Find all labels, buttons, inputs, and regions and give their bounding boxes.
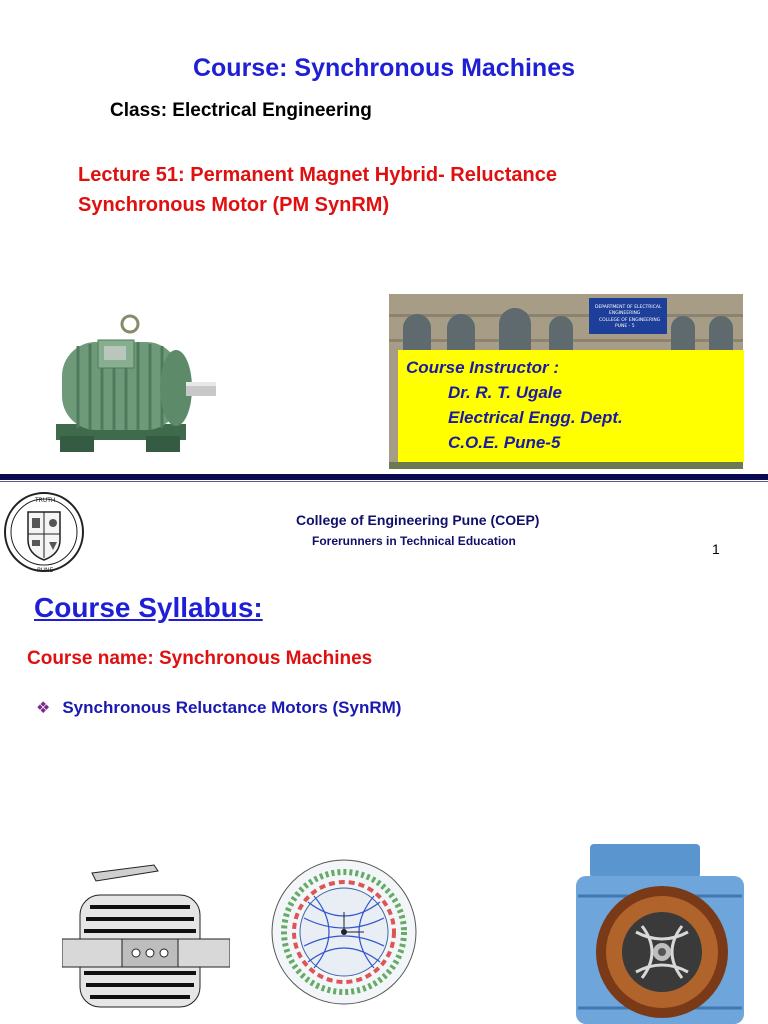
lecture-title-line-1: Lecture 51: Permanent Magnet Hybrid- Reluctance	[78, 164, 558, 186]
page-number: 1	[712, 541, 720, 557]
bullet-text: Synchronous Reluctance Motors (SynRM)	[62, 698, 402, 717]
instructor-dept: Electrical Engg. Dept.	[448, 408, 623, 427]
footer-tagline: Forerunners in Technical Education	[312, 534, 516, 548]
slide-title: Course: Synchronous Machines	[192, 54, 576, 82]
coep-logo	[2, 488, 86, 576]
logo-city: PUNE	[37, 567, 54, 574]
motor-cross-section-plot	[268, 842, 420, 1022]
synrm-rotor-drawing	[62, 855, 230, 1023]
instructor-box	[398, 350, 744, 462]
building-sign-line-2: ENGINEERING	[609, 311, 641, 316]
logo-motto: TRUTH	[35, 497, 56, 504]
instructor-college: C.O.E. Pune-5	[448, 433, 561, 452]
syllabus-bullet-item	[36, 698, 401, 718]
footer-divider-thin	[0, 481, 768, 482]
footer-divider	[0, 474, 768, 480]
building-sign-line-3: COLLEGE OF ENGINEERING	[599, 318, 661, 323]
blue-synrm-motor-image	[570, 836, 750, 1024]
instructor-name: Dr. R. T. Ugale	[448, 383, 562, 402]
green-motor-image	[38, 296, 216, 472]
footer-college-name: College of Engineering Pune (COEP)	[296, 512, 540, 528]
lecture-title-line-2: Synchronous Motor (PM SynRM)	[78, 194, 390, 216]
building-sign-line-4: PUNE - 5	[615, 324, 635, 329]
diamond-bullet-icon: ❖	[36, 700, 51, 717]
course-name: Course name: Synchronous Machines	[27, 648, 373, 669]
class-line: Class: Electrical Engineering	[110, 100, 372, 121]
lecture-title	[78, 160, 718, 220]
building-sign-line-1: DEPARTMENT OF ELECTRICAL	[595, 305, 662, 310]
syllabus-title: Course Syllabus:	[34, 592, 263, 623]
instructor-heading: Course Instructor :	[406, 358, 560, 377]
